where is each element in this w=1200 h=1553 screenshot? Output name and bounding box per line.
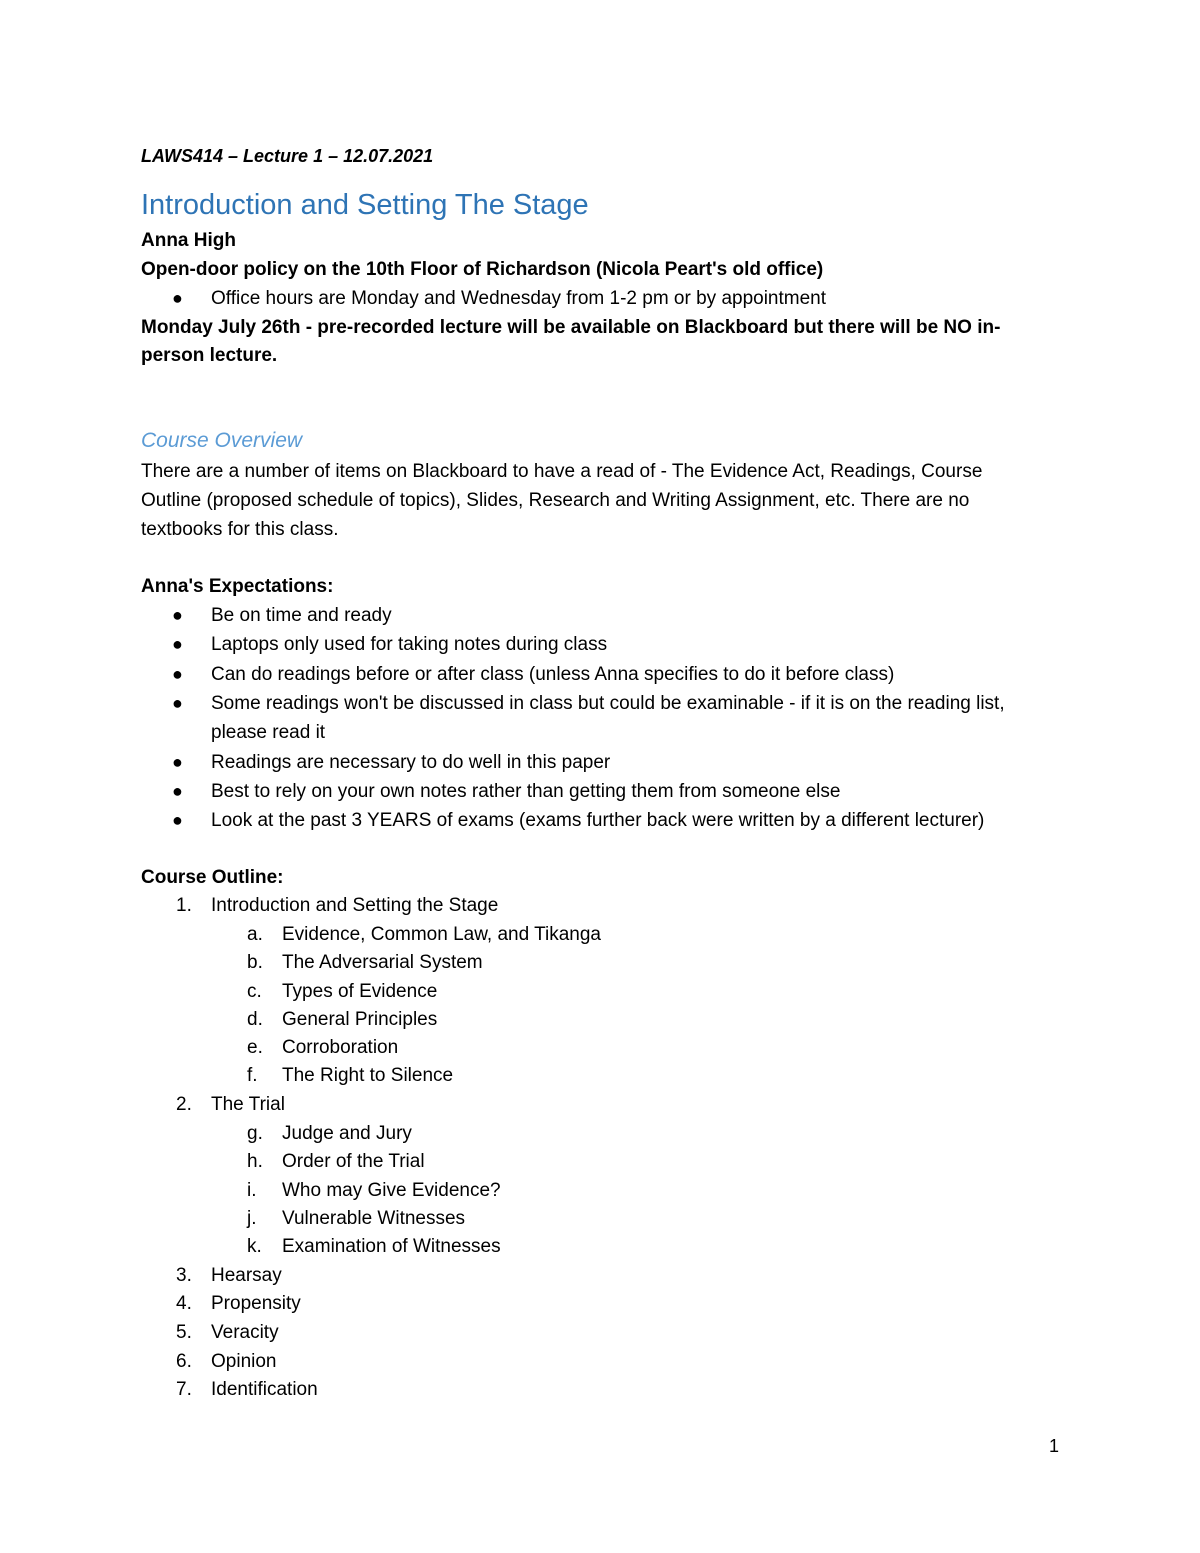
list-item-continuation: please read it bbox=[211, 722, 326, 743]
outline-marker: c. bbox=[247, 981, 262, 1002]
course-overview-heading: Course Overview bbox=[141, 429, 303, 452]
outline-marker: h. bbox=[247, 1151, 263, 1172]
expectations-heading: Anna's Expectations: bbox=[141, 576, 334, 597]
outline-marker: k. bbox=[247, 1236, 262, 1257]
course-overview-text-3: textbooks for this class. bbox=[141, 519, 339, 540]
outline-marker: a. bbox=[247, 924, 263, 945]
lecturer-name: Anna High bbox=[141, 230, 236, 251]
list-item: Some readings won't be discussed in class but could be examinable - if it is on the reading list, bbox=[211, 693, 1005, 714]
bullet-icon: ● bbox=[172, 752, 183, 772]
outline-item: Evidence, Common Law, and Tikanga bbox=[282, 924, 601, 945]
course-overview-text-2: Outline (proposed schedule of topics), Slides, Research and Writing Assignment, etc. There are no bbox=[141, 490, 970, 511]
outline-marker: e. bbox=[247, 1037, 263, 1058]
course-outline-heading: Course Outline: bbox=[141, 867, 284, 888]
course-overview-text-1: There are a number of items on Blackboard to have a read of - The Evidence Act, Readings, Course bbox=[141, 461, 983, 482]
list-item: Readings are necessary to do well in this paper bbox=[211, 752, 611, 773]
outline-marker: 1. bbox=[176, 895, 192, 916]
bullet-icon: ● bbox=[172, 810, 183, 830]
outline-item: Hearsay bbox=[211, 1265, 282, 1286]
notice-line-2: person lecture. bbox=[141, 345, 278, 366]
outline-item: Vulnerable Witnesses bbox=[282, 1208, 466, 1229]
bullet-icon: ● bbox=[172, 634, 183, 654]
outline-item: The Trial bbox=[211, 1094, 285, 1115]
outline-item: Examination of Witnesses bbox=[282, 1236, 501, 1257]
notice-line-1: Monday July 26th - pre-recorded lecture will be available on Blackboard but there will be NO in- bbox=[141, 317, 1001, 338]
list-item: Look at the past 3 YEARS of exams (exams further back were written by a different lecturer) bbox=[211, 810, 985, 831]
outline-marker: 7. bbox=[176, 1379, 192, 1400]
outline-marker: i. bbox=[247, 1180, 257, 1201]
outline-item: Propensity bbox=[211, 1293, 301, 1314]
outline-item: Order of the Trial bbox=[282, 1151, 425, 1172]
outline-item: Introduction and Setting the Stage bbox=[211, 895, 499, 916]
outline-marker: g. bbox=[247, 1123, 263, 1144]
list-item: Be on time and ready bbox=[211, 605, 392, 626]
outline-item: Types of Evidence bbox=[282, 981, 438, 1002]
outline-marker: f. bbox=[247, 1065, 258, 1086]
page-number: 1 bbox=[1049, 1436, 1060, 1456]
outline-marker: b. bbox=[247, 952, 263, 973]
list-item: Best to rely on your own notes rather than getting them from someone else bbox=[211, 781, 841, 802]
office-hours-item: Office hours are Monday and Wednesday from 1-2 pm or by appointment bbox=[211, 288, 827, 309]
outline-marker: 4. bbox=[176, 1293, 192, 1314]
outline-marker: 6. bbox=[176, 1351, 192, 1372]
bullet-icon: ● bbox=[172, 781, 183, 801]
bullet-icon: ● bbox=[172, 664, 183, 684]
outline-marker: 5. bbox=[176, 1322, 192, 1343]
outline-item: Who may Give Evidence? bbox=[282, 1180, 501, 1201]
outline-marker: 2. bbox=[176, 1094, 192, 1115]
outline-item: The Adversarial System bbox=[282, 952, 483, 973]
page-title: Introduction and Setting The Stage bbox=[141, 189, 589, 221]
list-item: Can do readings before or after class (unless Anna specifies to do it before class) bbox=[211, 664, 895, 685]
list-item: Laptops only used for taking notes during class bbox=[211, 634, 608, 655]
bullet-icon: ● bbox=[172, 693, 183, 713]
outline-item: General Principles bbox=[282, 1009, 438, 1030]
outline-item: Identification bbox=[211, 1379, 318, 1400]
outline-item: Opinion bbox=[211, 1351, 277, 1372]
outline-marker: 3. bbox=[176, 1265, 192, 1286]
outline-marker: d. bbox=[247, 1009, 263, 1030]
outline-item: Veracity bbox=[211, 1322, 279, 1343]
bullet-icon: ● bbox=[172, 605, 183, 625]
bullet-icon: ● bbox=[172, 288, 183, 308]
outline-marker: j. bbox=[247, 1208, 257, 1229]
lecture-header-line: LAWS414 – Lecture 1 – 12.07.2021 bbox=[141, 146, 434, 166]
outline-item: The Right to Silence bbox=[282, 1065, 454, 1086]
office-policy: Open-door policy on the 10th Floor of Richardson (Nicola Peart's old office) bbox=[141, 259, 824, 280]
outline-item: Corroboration bbox=[282, 1037, 399, 1058]
outline-item: Judge and Jury bbox=[282, 1123, 412, 1144]
